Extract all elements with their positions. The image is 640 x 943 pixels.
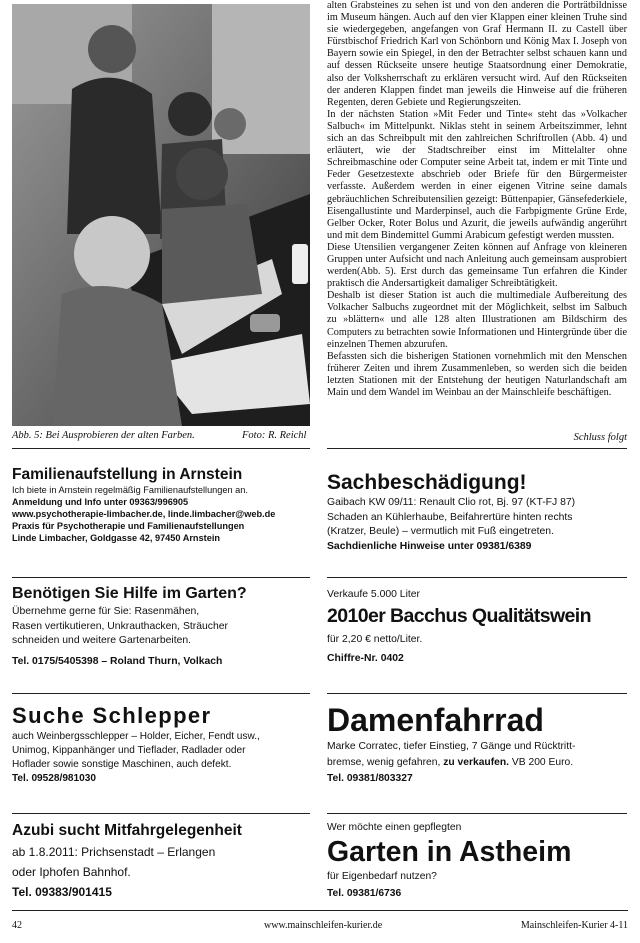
photo-caption bbox=[12, 430, 310, 441]
divider bbox=[12, 448, 310, 449]
caption-text: Abb. 5: Bei Ausprobieren der alten Farben. bbox=[12, 430, 195, 441]
ad-familienaufstellung bbox=[12, 465, 312, 544]
article-paragraph: Deshalb ist dieser Station ist auch die multimediale Aufbereitung des Volkacher Salbuchs zugeordnet mit der Möglichkeit, selbst im Salbuch zu »blättern« und alle 128 alten Illustrationen am Bildschirm des Computers zu betrachten sowie Informationen und Hintergründe über die einzelnen Themen abzurufen. bbox=[327, 290, 627, 350]
ad-text: Hoflader sowie sonstige Maschinen, auch defekt. bbox=[12, 759, 232, 770]
ad-title: Azubi sucht Mitfahrgelegenheit bbox=[12, 822, 242, 839]
ad-contact: Tel. 0175/5405398 – Roland Thurn, Volkach bbox=[12, 655, 223, 667]
divider bbox=[327, 693, 627, 694]
ad-contact: Tel. 09381/803327 bbox=[327, 773, 413, 784]
ad-text: oder Iphofen Bahnhof. bbox=[12, 865, 131, 879]
ad-text-part: bremse, wenig gefahren, bbox=[327, 757, 444, 768]
page-number: 42 bbox=[12, 920, 22, 931]
ad-text: für 2,20 € netto/Liter. bbox=[327, 634, 423, 645]
children-painting-photo bbox=[12, 4, 310, 426]
ad-azubi-mitfahr bbox=[12, 820, 312, 902]
ad-web: www.psychotherapie-limbacher.de, linde.limbacher@web.de bbox=[12, 509, 276, 519]
ad-contact: Anmeldung und Info unter 09363/996905 bbox=[12, 497, 189, 507]
ad-title: Damenfahrrad bbox=[327, 702, 544, 738]
divider bbox=[12, 577, 310, 578]
ad-text: auch Weinbergsschlepper – Holder, Eicher, Fendt usw., bbox=[12, 731, 260, 742]
ad-text: für Eigenbedarf nutzen? bbox=[327, 871, 437, 882]
ad-sachbeschaedigung bbox=[327, 470, 627, 554]
divider bbox=[327, 577, 627, 578]
ad-title: Familienaufstellung in Arnstein bbox=[12, 466, 243, 483]
footer-divider bbox=[12, 910, 628, 911]
ad-text: Ich biete in Arnstein regelmäßig Familienaufstellungen an. bbox=[12, 485, 248, 495]
article-paragraph: Diese Utensilien vergangener Zeiten können auf Anfrage von kleineren Gruppen unter Aufsicht und nach Anleitung auch gemeinsam ausprobiert werden(Abb. 5). Erst durch das gemeinsame Tun erfahren die Kinder praktisch die Andersartigkeit damaliger Schreibtätigkeit. bbox=[327, 241, 627, 290]
ad-text: Gaibach KW 09/11: Renault Clio rot, Bj. 97 (KT-FJ 87) bbox=[327, 497, 576, 508]
divider bbox=[327, 813, 627, 814]
ad-contact: Tel. 09383/901415 bbox=[12, 885, 112, 899]
ad-text: Praxis für Psychotherapie und Familienaufstellungen bbox=[12, 521, 245, 531]
ad-text-emphasis: zu verkaufen. bbox=[443, 757, 510, 768]
ad-garten-hilfe bbox=[12, 583, 312, 669]
ad-text: Schaden an Kühlerhaube, Beifahrertüre hinten rechts bbox=[327, 511, 573, 523]
article-paragraph: Befassten sich die bisherigen Stationen vornehmlich mit den Menschen früherer Zeiten und ihrem Zusammenleben, so werden sich die beiden letzten Stationen mit der Entstehung der heutigen Naturlandschaft am Main und dem Wandel im Weinbau an der Mainschleife beschäftigen. bbox=[327, 350, 627, 398]
footer-issue: Mainschleifen-Kurier 4-11 bbox=[520, 920, 628, 931]
ad-text: schneiden und weitere Gartenarbeiten. bbox=[12, 635, 192, 646]
ad-text: Wer möchte einen gepflegten bbox=[327, 822, 462, 833]
ad-text: Unimog, Kippanhänger und Tieflader, Radlader oder bbox=[12, 745, 246, 756]
ad-text: ab 1.8.2011: Prichsenstadt – Erlangen bbox=[12, 845, 216, 859]
ad-title: Suche Schlepper bbox=[12, 703, 212, 728]
ad-text bbox=[327, 755, 627, 771]
ad-text: Rasen vertikutieren, Unkrauthacken, Sträucher bbox=[12, 620, 229, 632]
ad-text: Übernehme gerne für Sie: Rasenmähen, bbox=[12, 606, 200, 617]
ad-text: (Kratzer, Beule) – vermutlich mit Fuß eingetreten. bbox=[327, 526, 554, 537]
ad-chiffre: Chiffre-Nr. 0402 bbox=[327, 653, 404, 664]
ad-title: Sachbeschädigung! bbox=[327, 471, 527, 494]
ad-text-part: VB 200 Euro. bbox=[509, 757, 574, 768]
ad-title: Garten in Astheim bbox=[327, 836, 572, 868]
ad-title: 2010er Bacchus Qualitätswein bbox=[327, 605, 591, 627]
divider bbox=[12, 693, 310, 694]
ad-address: Linde Limbacher, Goldgasse 42, 97450 Arnstein bbox=[12, 533, 220, 543]
ad-contact: Sachdienliche Hinweise unter 09381/6389 bbox=[327, 540, 532, 552]
ad-garten-astheim bbox=[327, 821, 627, 904]
divider bbox=[12, 813, 310, 814]
ad-title: Benötigen Sie Hilfe im Garten? bbox=[12, 585, 247, 602]
ad-damenfahrrad bbox=[327, 701, 627, 787]
ad-contact: Tel. 09381/6736 bbox=[327, 888, 402, 899]
photo-credit: Foto: R. Reichl bbox=[242, 430, 307, 441]
article-continuation-note: Schluss folgt bbox=[573, 432, 627, 443]
article-paragraph: alten Grabsteines zu sehen ist und von den anderen die Porträtbildnisse im Museum hängen. Auch auf den vier Klappen einer kleinen Truhe sind sie wiedergegeben, angefangen von Graf Hermann II. zu Castell über Fürstbischof Friedrich Karl von Schönborn und König Max I. Joseph von Bayern sowie ein Spiegel, in den der Betrachter selbst schauen kann und auf dessen Rückseite unsere heutige Staatsordnung einer Demokratie, also der Volksherrschaft zu erklären versucht wird. Auf den Rückseiten der anderen Klappen findet man jeweils die Hinweise auf die früheren Regenten, deren Gebiete und Regierungszeiten. bbox=[327, 0, 627, 108]
divider bbox=[327, 448, 627, 449]
article-paragraph: In der nächsten Station »Mit Feder und Tinte« steht das »Volkacher Salbuch« im Mittelpunkt. Niklas steht in seinem Arbeitszimmer, lehnt sich an das Schreibpult mit den zahlreichen Schriftrollen (Abb. 4) und erläutert, wie der Stadtschreiber einst im Mittelalter ohne Schreibmaschine oder Computer seine Arbeit tat, indem er mit Tinte und Feder Gesetzestexte abschrieb oder Briefe für den Bürgermeister verfasste. Außerdem werden in einer eigenen Vitrine seine damals gebräuchlichen Schreibutensilien gezeigt: Büttenpapier, Gänsefederkiele, Eisengallustinte und Marderpinsel, auch die Farbpigmente Grüne Erde, Gelber Ocker, Roter Bolus und Azurit, die jeweils aufwändig angerührt und mit dem Bindemittel Gummi Arabicum gefestigt werden mussten. bbox=[327, 108, 627, 241]
ad-suche-schlepper bbox=[12, 702, 312, 786]
ad-text: Verkaufe 5.000 Liter bbox=[327, 589, 421, 600]
ad-bacchus-wein bbox=[327, 588, 627, 668]
article-photo bbox=[12, 4, 310, 426]
ad-contact: Tel. 09528/981030 bbox=[12, 773, 96, 784]
ad-text: Marke Corratec, tiefer Einstieg, 7 Gänge und Rücktritt- bbox=[327, 741, 576, 752]
footer-url: www.mainschleifen-kurier.de bbox=[264, 920, 383, 931]
article-text bbox=[327, 0, 627, 399]
